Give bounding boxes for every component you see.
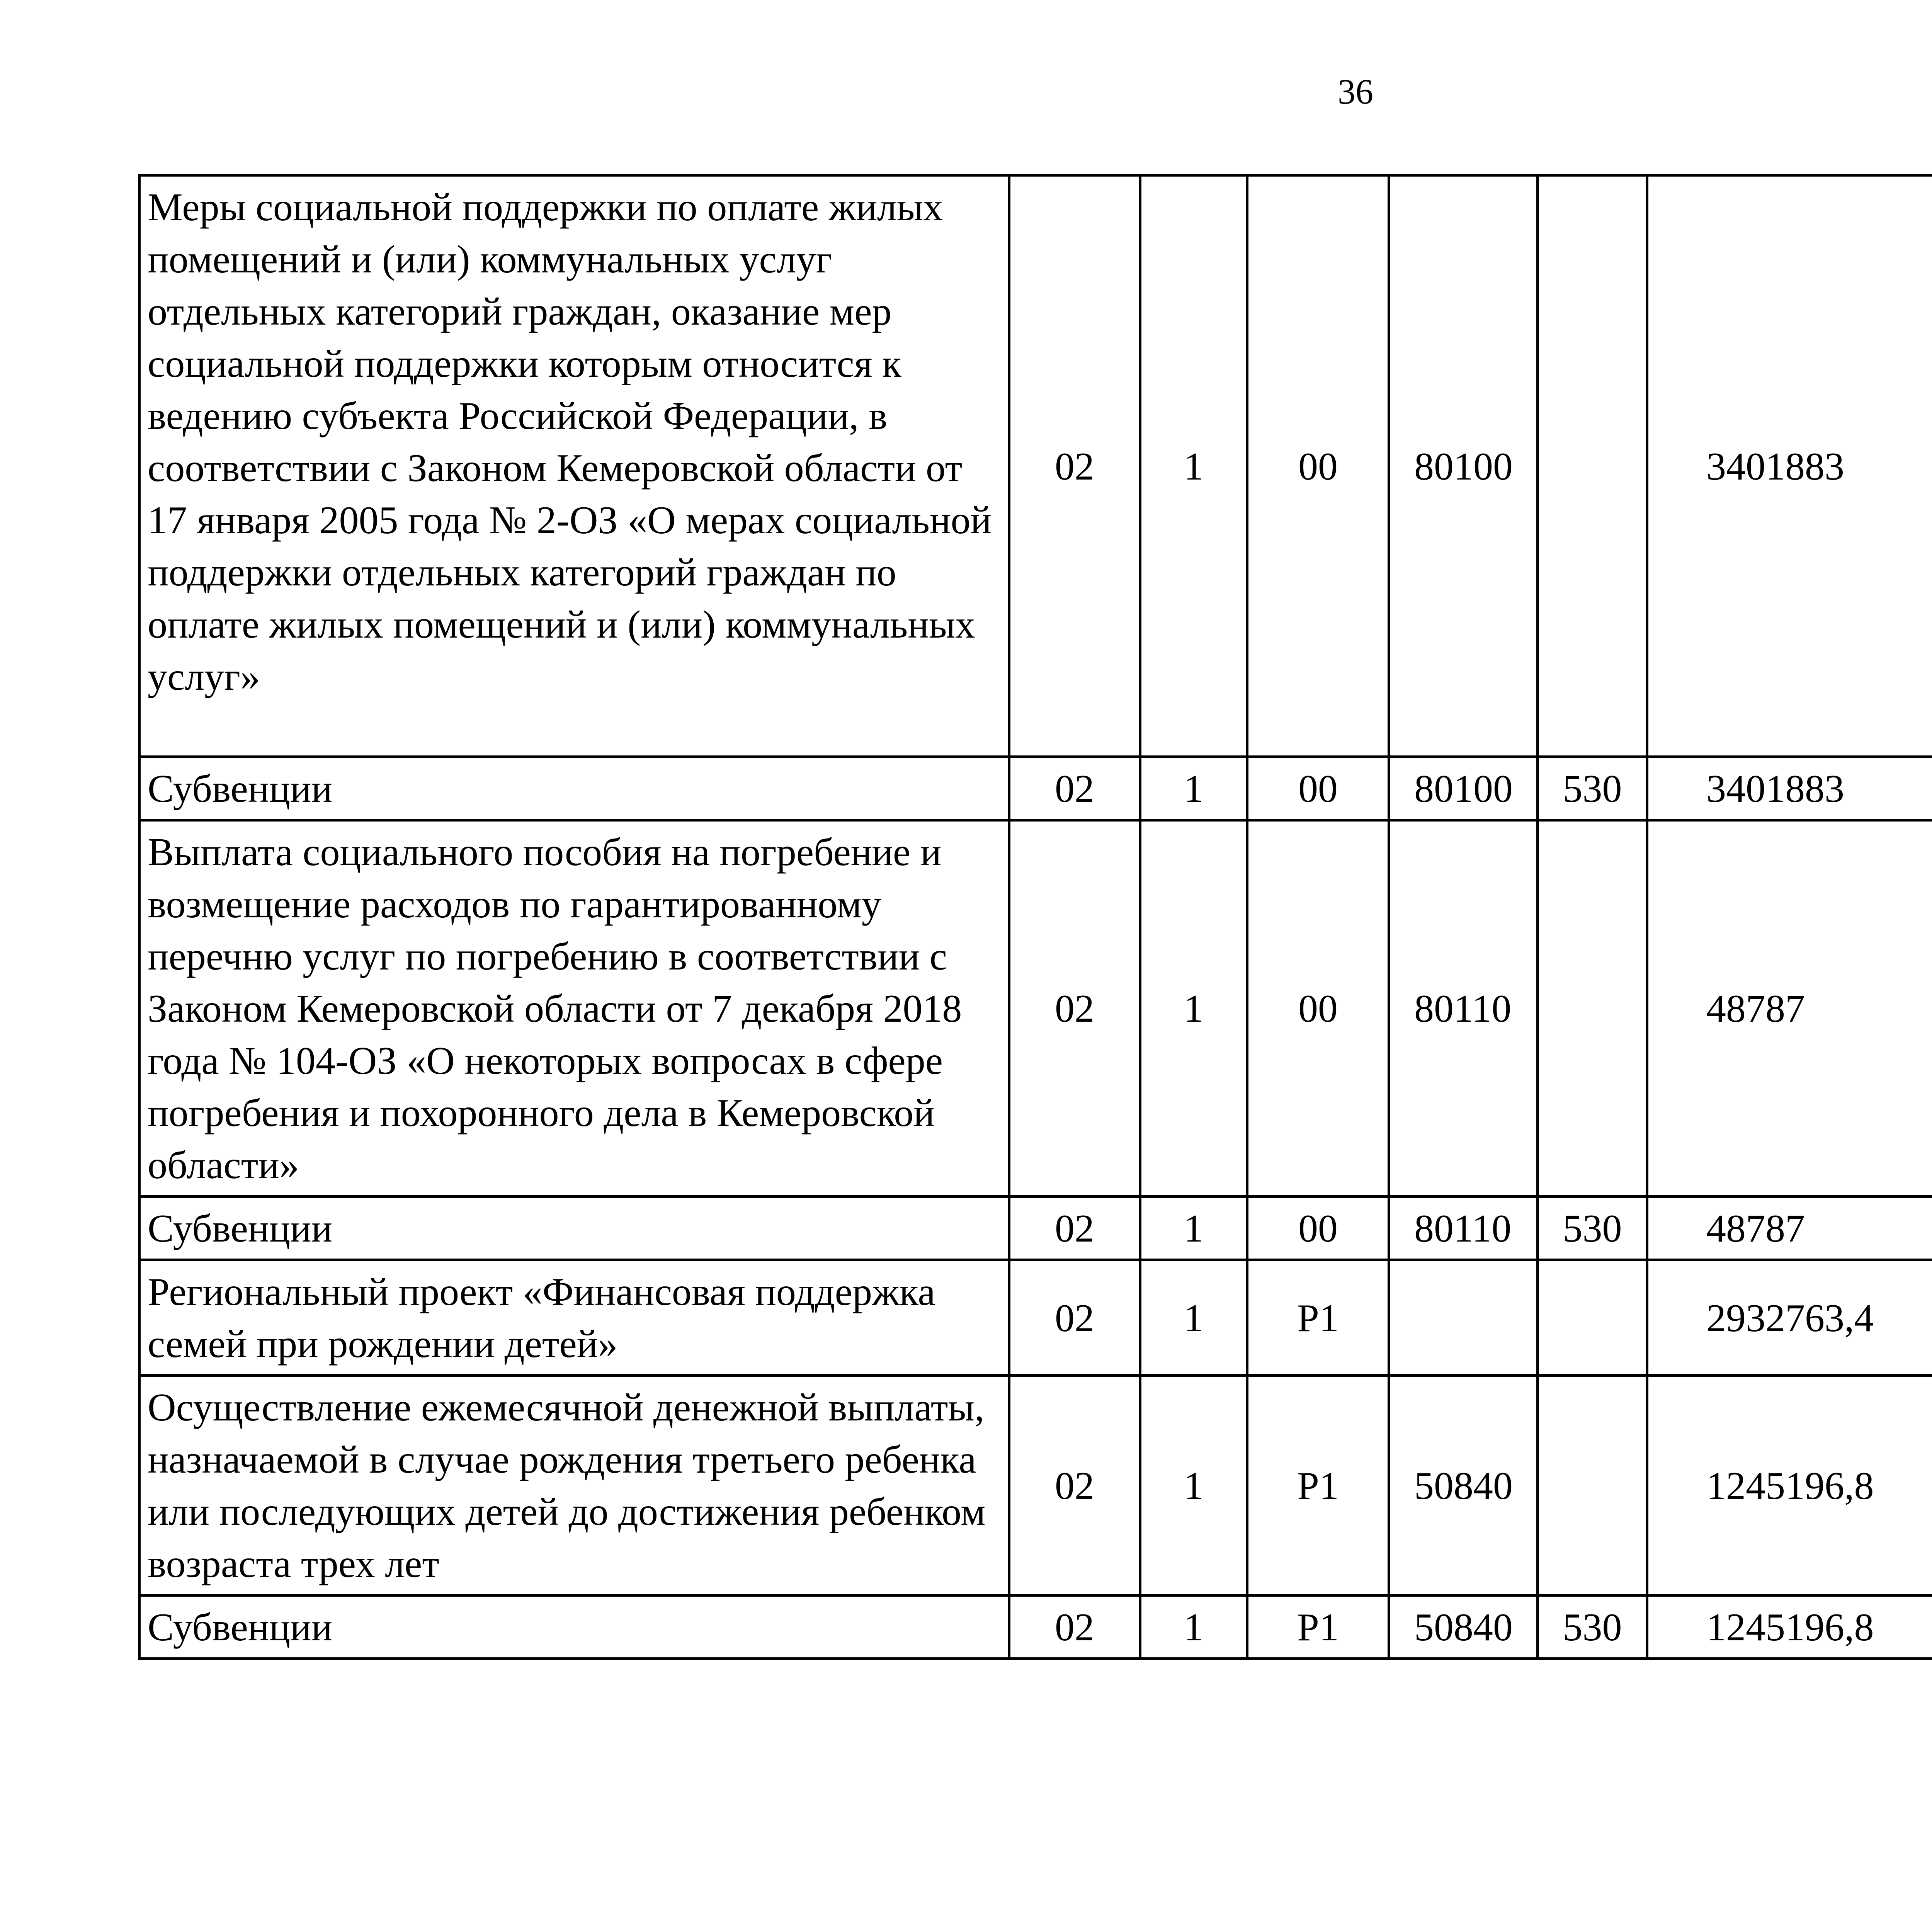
value-1-cell: 48787 xyxy=(1647,1197,1932,1260)
table-row xyxy=(139,1260,1932,1376)
program-cell: 02 xyxy=(1009,175,1140,757)
direction-cell: 00 xyxy=(1247,175,1389,757)
expense-type-cell xyxy=(1538,175,1647,757)
program-cell: 02 xyxy=(1009,757,1140,820)
subprogram-cell: 1 xyxy=(1140,820,1247,1197)
direction-cell: Р1 xyxy=(1247,1596,1389,1659)
program-cell: 02 xyxy=(1009,1197,1140,1260)
subprogram-cell: 1 xyxy=(1140,757,1247,820)
direction-cell: Р1 xyxy=(1247,1376,1389,1596)
code-cell: 50840 xyxy=(1389,1376,1538,1596)
direction-cell: Р1 xyxy=(1247,1260,1389,1376)
expense-type-cell: 530 xyxy=(1538,1596,1647,1659)
subprogram-cell: 1 xyxy=(1140,175,1247,757)
row-description: Субвенции xyxy=(139,1596,1009,1659)
row-description: Субвенции xyxy=(139,1197,1009,1260)
table-row xyxy=(139,757,1932,820)
code-cell: 80110 xyxy=(1389,1197,1538,1260)
table-row xyxy=(139,1197,1932,1260)
table-row xyxy=(139,1596,1932,1659)
value-1-cell: 3401883 xyxy=(1647,757,1932,820)
budget-table xyxy=(138,174,1932,1660)
row-description: Субвенции xyxy=(139,757,1009,820)
row-description: Выплата социального пособия на погребение и возмещение расходов по гарантированному перечню услуг по погребению в соответствии с Законом Кемеровской области от 7 декабря 2018 года № 104-ОЗ «О некоторых вопросах в сфере погребения и похоронного дела в Кемеровской области» xyxy=(139,820,1009,1197)
row-description: Меры социальной поддержки по оплате жилых помещений и (или) коммунальных услуг отдельных категорий граждан, оказание мер социальной поддержки которым относится к ведению субъекта Российской Федерации, в соответствии с Законом Кемеровской области от 17 января 2005 года № 2-ОЗ «О мерах социальной поддержки отдельных категорий граждан по оплате жилых помещений и (или) коммунальных услуг» xyxy=(139,175,1009,757)
value-1-cell: 2932763,4 xyxy=(1647,1260,1932,1376)
direction-cell: 00 xyxy=(1247,757,1389,820)
value-1-cell: 1245196,8 xyxy=(1647,1376,1932,1596)
value-1-cell: 1245196,8 xyxy=(1647,1596,1932,1659)
expense-type-cell xyxy=(1538,1260,1647,1376)
row-description: Осуществление ежемесячной денежной выплаты, назначаемой в случае рождения третьего ребенка или последующих детей до достижения ребенком возраста трех лет xyxy=(139,1376,1009,1596)
value-1-cell: 3401883 xyxy=(1647,175,1932,757)
program-cell: 02 xyxy=(1009,1260,1140,1376)
code-cell: 50840 xyxy=(1389,1596,1538,1659)
subprogram-cell: 1 xyxy=(1140,1596,1247,1659)
row-description: Региональный проект «Финансовая поддержка семей при рождении детей» xyxy=(139,1260,1009,1376)
expense-type-cell xyxy=(1538,1376,1647,1596)
expense-type-cell: 530 xyxy=(1538,1197,1647,1260)
subprogram-cell: 1 xyxy=(1140,1197,1247,1260)
program-cell: 02 xyxy=(1009,1596,1140,1659)
subprogram-cell: 1 xyxy=(1140,1260,1247,1376)
code-cell xyxy=(1389,1260,1538,1376)
page-number: 36 xyxy=(1338,72,1373,111)
direction-cell: 00 xyxy=(1247,1197,1389,1260)
expense-type-cell: 530 xyxy=(1538,757,1647,820)
code-cell: 80110 xyxy=(1389,820,1538,1197)
table-row xyxy=(139,820,1932,1197)
table-row xyxy=(139,1376,1932,1596)
expense-type-cell xyxy=(1538,820,1647,1197)
code-cell: 80100 xyxy=(1389,757,1538,820)
code-cell: 80100 xyxy=(1389,175,1538,757)
program-cell: 02 xyxy=(1009,820,1140,1197)
subprogram-cell: 1 xyxy=(1140,1376,1247,1596)
value-1-cell: 48787 xyxy=(1647,820,1932,1197)
direction-cell: 00 xyxy=(1247,820,1389,1197)
table-row xyxy=(139,175,1932,757)
program-cell: 02 xyxy=(1009,1376,1140,1596)
